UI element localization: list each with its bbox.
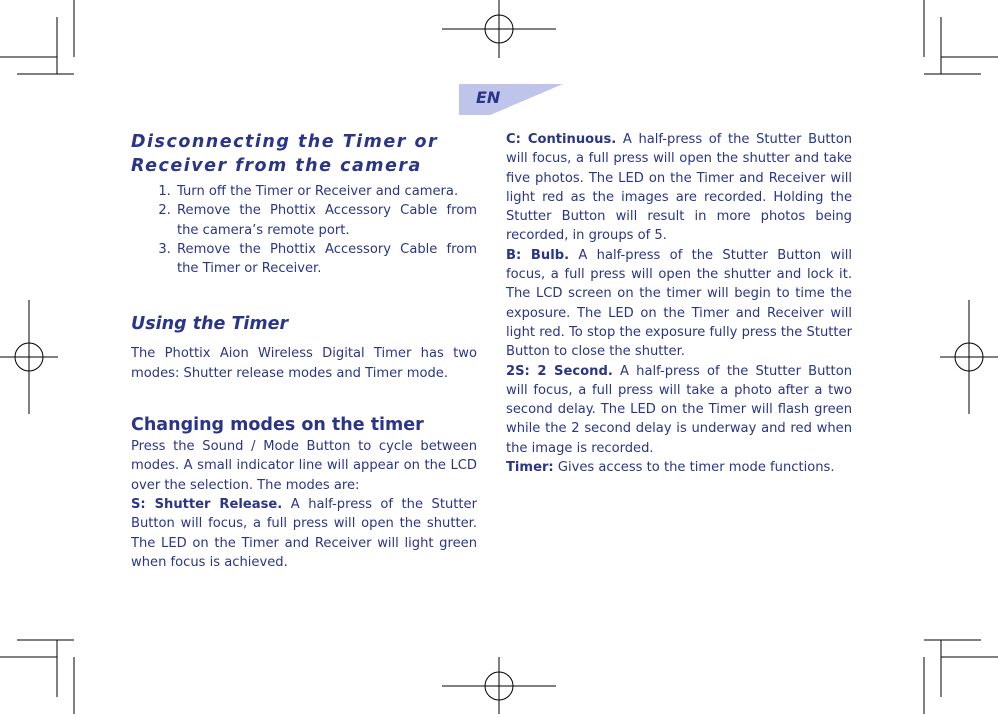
mode-c-label: C: Continuous. (506, 132, 617, 147)
mode-s-text: A half-press of the Stutter Button will focus, a full press will open the shutter. The LED on the Timer and Receiver will light green when focus is achieved. (131, 496, 477, 570)
mode-s-paragraph (131, 495, 477, 572)
mode-2s-text: A half-press of the Stutter Button will focus, a full press will take a photo after a two second delay. The LED on the Timer will flash green while the 2 second delay is underway and red when the image is recorded. (506, 363, 852, 456)
mode-b-text: A half-press of the Stutter Button will focus, a full press will open the shutter and lock it. The LCD screen on the timer will begin to time the exposure. The LED on the Timer and Receiver will light red. To stop the exposure fully press the Stutter Button to close the shutter. (506, 247, 852, 360)
list-item: 2. Remove the Phottix Accessory Cable from the camera’s remote port. (175, 201, 477, 240)
using-timer-paragraph: The Phottix Aion Wireless Digital Timer has two modes: Shutter release modes and Timer mode. (131, 346, 477, 381)
right-column (506, 130, 852, 477)
disconnect-steps-list (131, 182, 477, 278)
mode-b-label: B: Bulb. (506, 247, 570, 263)
mode-2s-label: 2S: 2 Second. (506, 363, 613, 379)
mode-timer-paragraph (506, 458, 852, 477)
section-heading-using-timer: Using the Timer (131, 314, 289, 335)
mode-c-text: A half-press of the Stutter Button will focus, a full press will open the shutter and take five photos. The LED on the Timer and Receiver will light red as the images are recorded. Holding the Stutter Button will result in more photos being recorded, in groups of 5. (506, 132, 853, 244)
list-item: 3. Remove the Phottix Accessory Cable from the Timer or Receiver. (175, 240, 477, 279)
mode-2s-paragraph (506, 362, 852, 458)
mode-c-paragraph (506, 130, 852, 246)
section-heading-changing-modes: Changing modes on the timer (131, 415, 424, 436)
mode-b-paragraph (506, 246, 852, 362)
mode-s-label: S: Shutter Release. (131, 496, 283, 512)
section-heading-disconnecting: Disconnecting the Timer or Receiver from the camera (131, 132, 439, 176)
left-column (131, 130, 477, 572)
changing-modes-paragraph: Press the Sound / Mode Button to cycle between modes. A small indicator line will appear on the LCD over the selection. The modes are: (131, 439, 477, 493)
mode-timer-label: Timer: (506, 460, 554, 476)
mode-timer-text: Gives access to the timer mode functions. (557, 460, 835, 476)
language-tab: EN (476, 88, 501, 107)
list-item: 1. Turn off the Timer or Receiver and camera. (175, 182, 477, 201)
